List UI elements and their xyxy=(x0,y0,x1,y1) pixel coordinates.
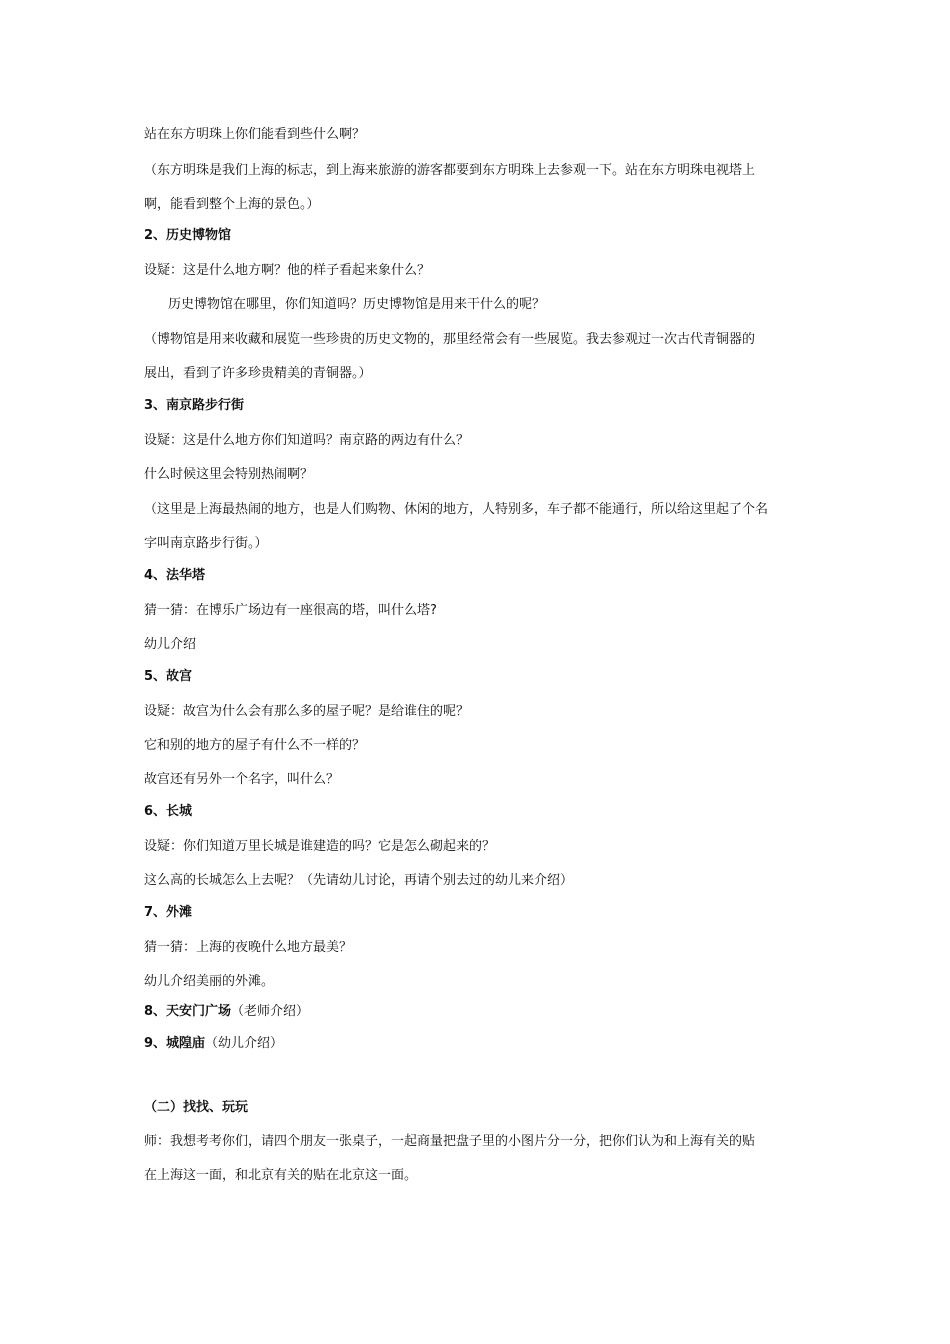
section-heading: （二）找找、玩玩 xyxy=(144,1100,249,1115)
paragraph: 设疑：故宫为什么会有那么多的屋子呢？是给谁住的呢？ xyxy=(144,704,470,719)
paragraph: 这么高的长城怎么上去呢？（先请幼儿讨论，再请个别去过的幼儿来介绍） xyxy=(144,873,574,888)
paragraph: 猜一猜：在博乐广场边有一座很高的塔，叫什么塔? xyxy=(144,603,437,618)
paragraph: 站在东方明珠上你们能看到些什么啊？ xyxy=(144,127,366,142)
section-heading: 9、城隍庙 xyxy=(144,1036,206,1051)
paragraph: 设疑：这是什么地方你们知道吗？南京路的两边有什么？ xyxy=(144,433,470,448)
paragraph: 它和别的地方的屋子有什么不一样的？ xyxy=(144,738,366,753)
section-heading: 4、法华塔 xyxy=(144,568,206,583)
paragraph: （东方明珠是我们上海的标志，到上海来旅游的游客都要到东方明珠上去参观一下。站在东方明珠电视塔上 xyxy=(144,163,756,178)
paragraph: 设疑：这是什么地方啊？他的样子看起来象什么？ xyxy=(144,263,431,278)
heading-note: （幼儿介绍） xyxy=(205,1036,284,1051)
section-heading: 3、南京路步行街 xyxy=(144,398,245,413)
paragraph: （博物馆是用来收藏和展览一些珍贵的历史文物的，那里经常会有一些展览。我去参观过一次古代青铜器的 xyxy=(144,332,756,347)
paragraph: 师：我想考考你们，请四个朋友一张桌子，一起商量把盘子里的小图片分一分，把你们认为和上海有关的贴 xyxy=(144,1134,756,1149)
paragraph: 字叫南京路步行街。） xyxy=(144,536,268,551)
paragraph: 什么时候这里会特别热闹啊？ xyxy=(144,467,314,482)
paragraph: 幼儿介绍 xyxy=(144,637,197,652)
paragraph: 展出，看到了许多珍贵精美的青铜器。） xyxy=(144,366,372,381)
paragraph: 啊，能看到整个上海的景色。） xyxy=(144,197,320,212)
paragraph: （这里是上海最热闹的地方，也是人们购物、休闲的地方，人特别多，车子都不能通行，所以给这里起了个名 xyxy=(144,502,769,517)
section-heading: 7、外滩 xyxy=(144,905,193,920)
paragraph: 猜一猜：上海的夜晚什么地方最美？ xyxy=(144,940,353,955)
section-heading-with-note xyxy=(144,1004,814,1020)
section-heading-with-note xyxy=(144,1036,814,1052)
section-heading: 2、历史博物馆 xyxy=(144,228,232,243)
paragraph: 历史博物馆在哪里，你们知道吗？历史博物馆是用来干什么的呢？ xyxy=(168,297,546,312)
section-heading: 8、天安门广场 xyxy=(144,1004,232,1019)
section-heading: 6、长城 xyxy=(144,804,193,819)
paragraph: 故宫还有另外一个名字，叫什么？ xyxy=(144,772,340,787)
section-heading: 5、故宫 xyxy=(144,669,193,684)
paragraph: 设疑：你们知道万里长城是谁建造的吗？它是怎么砌起来的？ xyxy=(144,839,496,854)
paragraph: 幼儿介绍美丽的外滩。 xyxy=(144,974,275,989)
heading-note: （老师介绍） xyxy=(231,1004,310,1019)
paragraph: 在上海这一面，和北京有关的贴在北京这一面。 xyxy=(144,1168,418,1183)
